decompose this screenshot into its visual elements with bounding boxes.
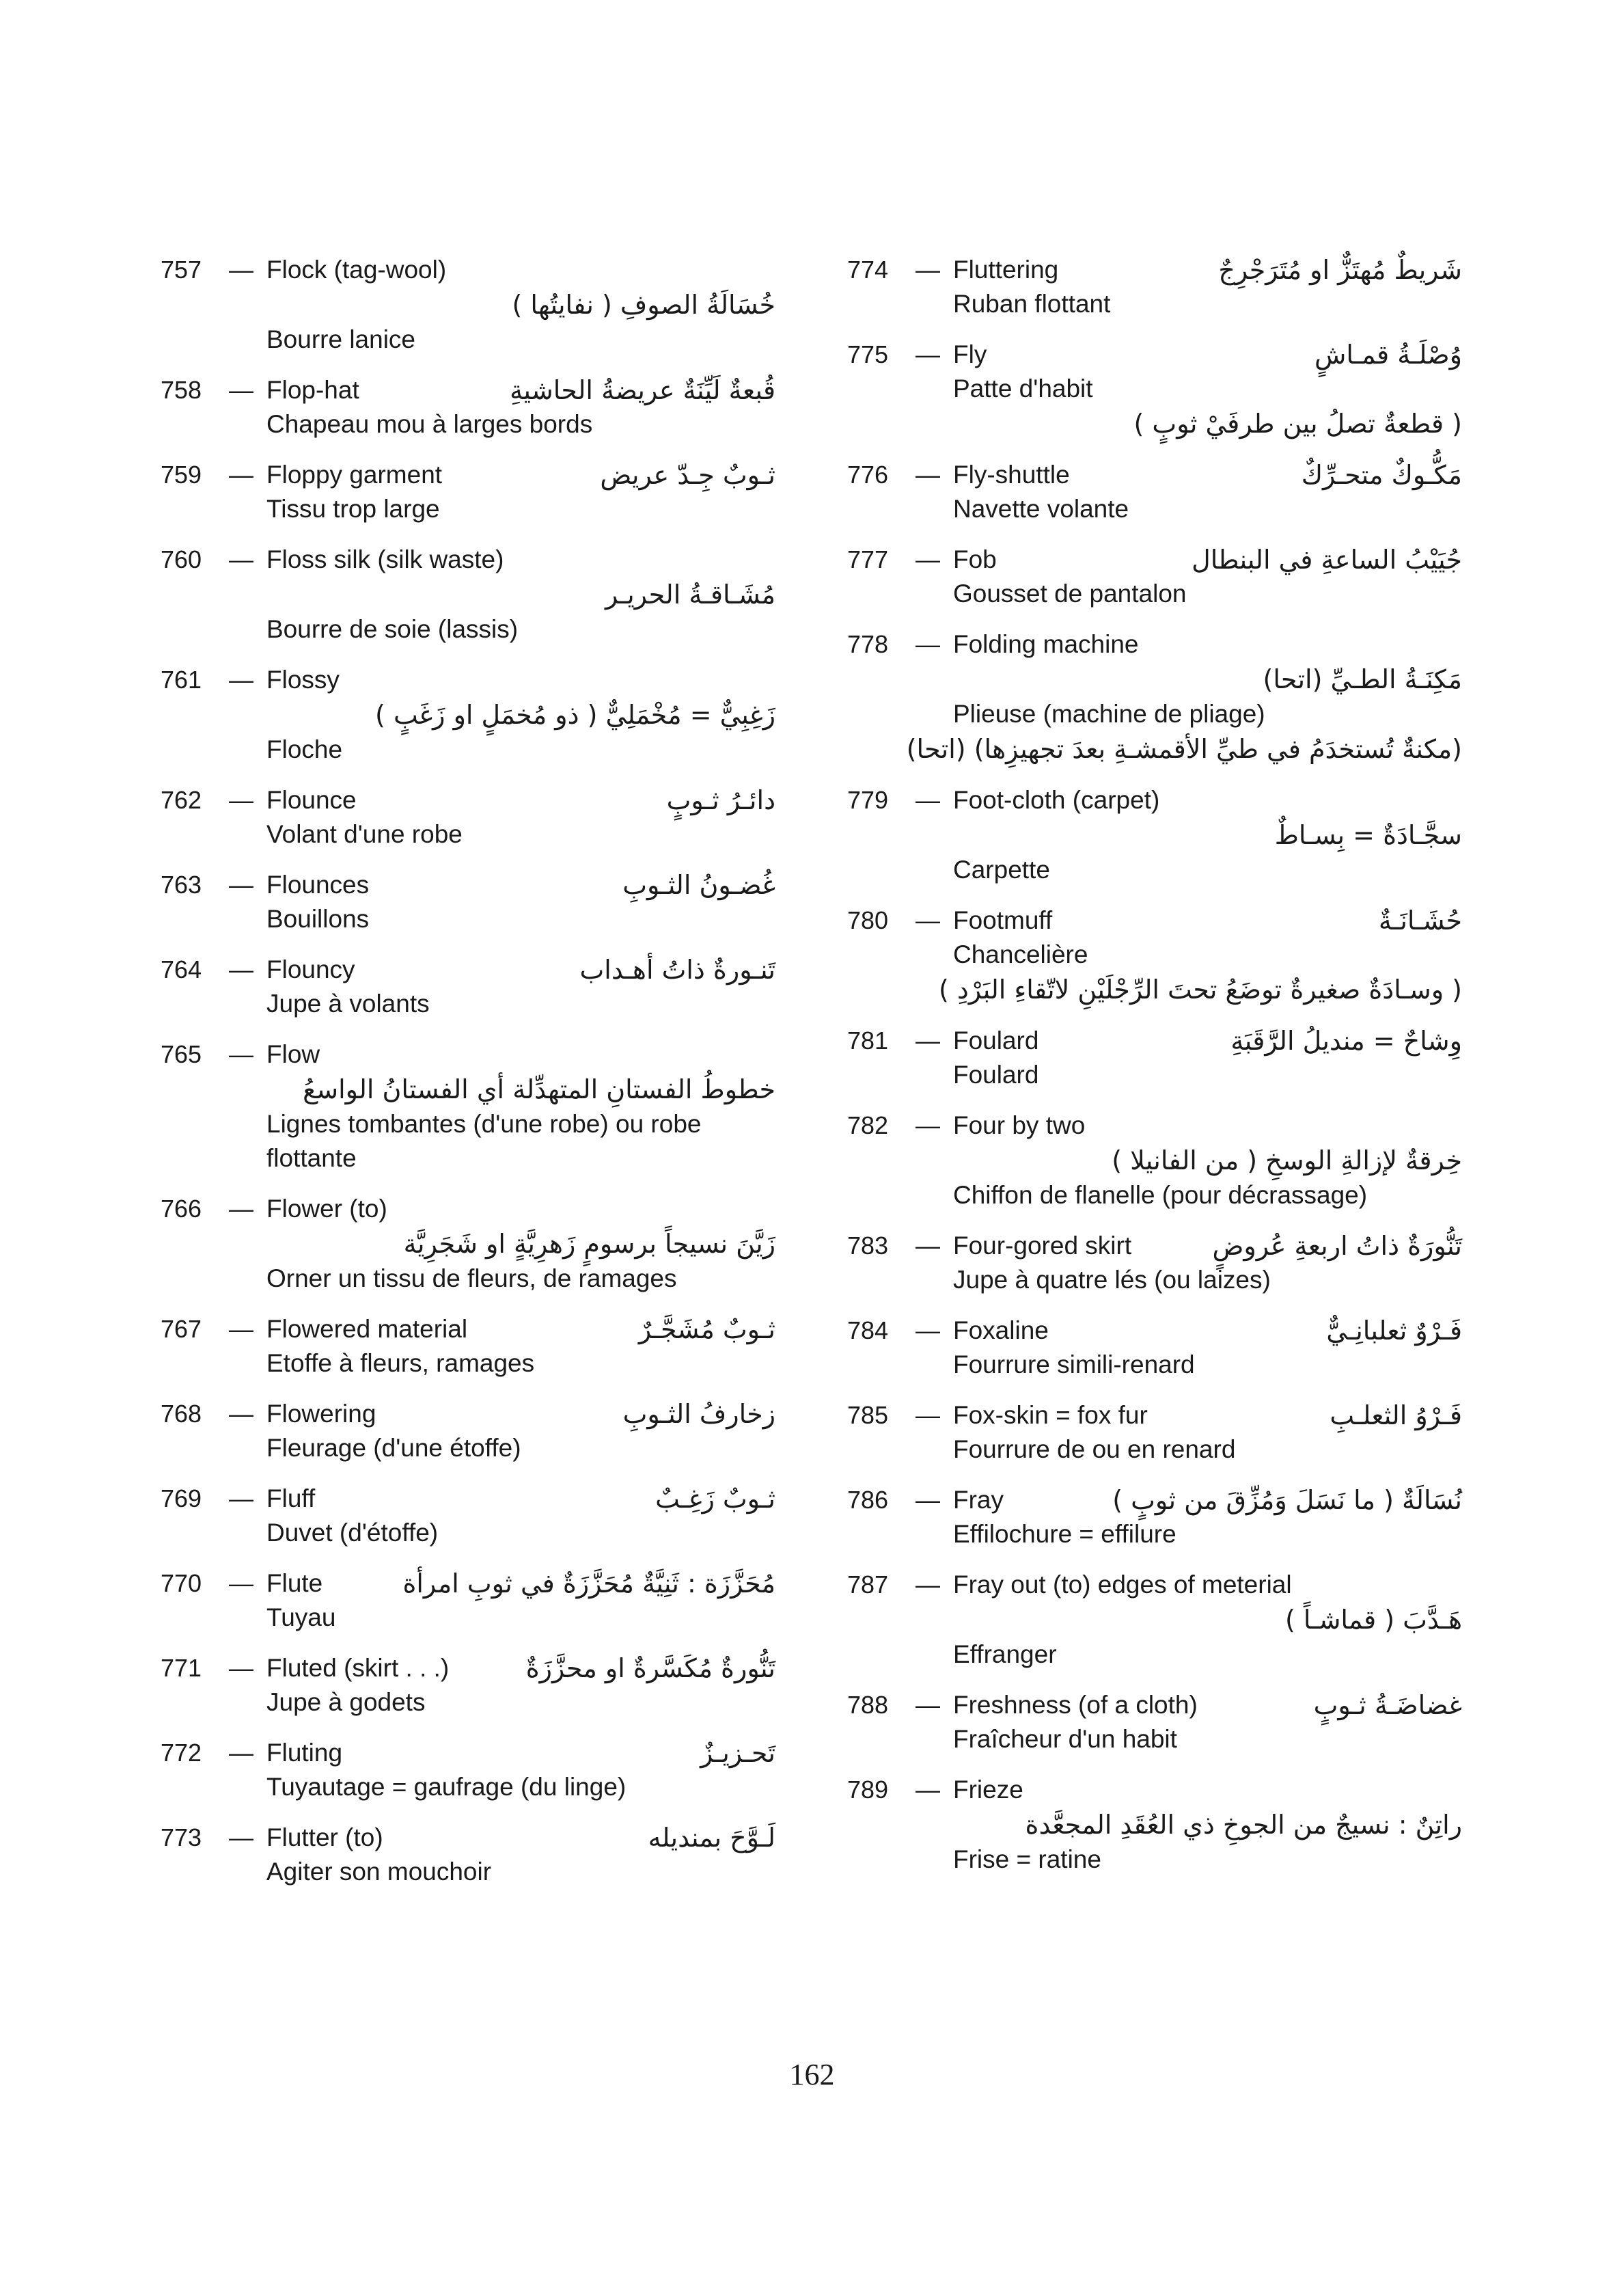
dictionary-entry [847,627,1462,767]
left-column [161,253,775,1905]
english-term: Flounces [266,871,370,899]
entry-head [847,1229,1462,1263]
entry-dash: — [916,545,940,573]
entry-number: 767 [161,1315,202,1343]
entry-head [161,1037,775,1072]
english-term: Fly [953,340,987,368]
entry-dash: — [916,1401,940,1429]
entry-head [847,338,1462,372]
entry-head [161,1651,775,1685]
arabic-definition: زَيَّنَ نسيجاً برسومٍ زَهرِيَّةٍ او شَجَرِيَّة [403,1229,775,1259]
arabic-term: لَـوَّحَ بمنديله [648,1823,775,1853]
entry-dash: — [229,1739,253,1767]
english-term: Four-gored skirt [953,1232,1132,1260]
english-term: Flowering [266,1400,376,1428]
english-term: Flounce [266,786,357,814]
dictionary-entry [847,1398,1462,1467]
entry-number: 777 [847,545,889,573]
entry-dash: — [229,1654,253,1682]
english-term: Floss silk (silk waste) [266,545,504,573]
page-number: 162 [789,2058,835,2091]
arabic-term: تَنُّورَةٌ ذاتُ اربعةِ عُروضٍ [1212,1231,1462,1261]
entry-dash: — [229,955,253,983]
english-term: Foulard [953,1027,1039,1055]
entry-number: 786 [847,1486,889,1514]
entry-head [161,1821,775,1855]
arabic-definition: هَـدَّبَ ( قماشـاً ) [1284,1605,1462,1635]
entry-head [847,458,1462,492]
arabic-term: تَحـزيـزٌ [700,1738,775,1768]
french-term: Lignes tombantes (d'une robe) ou robe [266,1110,702,1138]
entry-number: 757 [161,256,202,284]
dictionary-entry [847,1688,1462,1756]
english-term: Folding machine [953,630,1139,658]
french-term: Plieuse (machine de pliage) [953,700,1265,728]
arabic-definition: خطوطُ الفستانِ المتهدِّلة أي الفستانُ الواسعُ [303,1074,775,1104]
entry-number: 778 [847,630,889,658]
entry-dash: — [916,1486,940,1514]
french-term: Fourrure simili-renard [953,1350,1195,1378]
entry-head [847,1109,1462,1143]
arabic-definition: راتِنٌ : نسيجٌ من الجوخِ ذي العُقَدِ المجعَّدة [1025,1810,1462,1840]
dictionary-entry [847,1314,1462,1382]
dictionary-entry [847,543,1462,611]
english-term: Fluttering [953,256,1059,284]
entry-dash: — [916,906,940,934]
english-term: Foot-cloth (carpet) [953,786,1160,814]
french-term: Chapeau mou à larges bords [266,410,593,438]
entry-head [161,1312,775,1346]
entry-head [847,1688,1462,1722]
entry-head [161,1736,775,1770]
french-term: Foulard [953,1061,1039,1089]
dictionary-entry [847,1773,1462,1877]
english-term: Footmuff [953,906,1053,934]
french-term: Fraîcheur d'un habit [953,1725,1177,1753]
arabic-term: دائـرُ ثـوبٍ [666,785,775,815]
entry-number: 779 [847,786,889,814]
entry-head [161,373,775,407]
french-term: Chancelière [953,940,1088,968]
dictionary-entry [161,783,775,852]
dictionary-entry [847,338,1462,441]
entry-head [847,627,1462,662]
arabic-term: مَكُّـوكٌ متحـرِّكٌ [1301,460,1462,490]
arabic-definition: زَغِبِيٌّ = مُخْمَلِيٌّ ( ذو مُخمَلٍ او زَغَبٍ ) [375,700,775,730]
french-term: Bouillons [266,905,370,933]
french-term: Fourrure de ou en renard [953,1435,1236,1463]
dictionary-entry [847,903,1462,1007]
arabic-term: تَنُّورةٌ مُكَسَّرةٌ او محزَّزَةٌ [525,1653,775,1683]
entry-head [847,1024,1462,1058]
entry-number: 787 [847,1571,889,1599]
entry-head [161,663,775,697]
entry-head [161,253,775,287]
entry-dash: — [916,1111,940,1139]
french-term: Effilochure = effilure [953,1520,1176,1548]
english-term: Foxaline [953,1316,1049,1344]
dictionary-entry [161,253,775,357]
entry-head [847,1483,1462,1517]
english-term: Fluff [266,1484,316,1512]
french-term: Gousset de pantalon [953,580,1187,608]
dictionary-entry [847,253,1462,321]
french-term: Carpette [953,856,1050,884]
entry-dash: — [916,1316,940,1344]
entry-dash: — [916,256,940,284]
arabic-definition: خُسَالَةُ الصوفِ ( نفايتُها ) [512,290,775,320]
dictionary-entry [161,1736,775,1804]
entry-head [847,1398,1462,1432]
french-term: Etoffe à fleurs, ramages [266,1349,535,1377]
entry-dash: — [229,1484,253,1512]
entry-head [161,1482,775,1516]
entry-number: 758 [161,376,202,404]
entry-number: 773 [161,1823,202,1851]
french-term: Effranger [953,1640,1057,1668]
arabic-term: ثـوبٌ زَغِـبٌ [655,1484,775,1514]
arabic-term: زخارفُ الثـوبِ [622,1399,775,1429]
arabic-term: جُيَيْبُ الساعةِ في البنطال [1192,545,1462,575]
entry-head [161,783,775,817]
entry-head [161,458,775,492]
entry-dash: — [916,461,940,489]
arabic-term: حُشَـانَـةٌ [1378,906,1462,936]
entry-number: 763 [161,871,202,899]
french-term: Floche [266,735,343,763]
arabic-term: قُبعةٌ لَيِّنَةٌ عريضةُ الحاشيةِ [510,375,775,405]
arabic-term: ثـوبٌ مُشَجَّـرٌ [638,1314,775,1344]
dictionary-entry [161,1566,775,1635]
english-term: Flock (tag-wool) [266,256,447,284]
arabic-term: وِشاحٌ = منديلُ الرَّقَبَةِ [1230,1026,1462,1056]
entry-dash: — [229,1823,253,1851]
arabic-term: غضاضَـةُ ثـوبٍ [1313,1690,1462,1720]
english-term: Flouncy [266,955,355,983]
entry-dash: — [229,786,253,814]
entry-dash: — [916,1027,940,1055]
dictionary-entry [161,458,775,526]
entry-number: 762 [161,786,202,814]
entry-dash: — [229,1040,253,1068]
dictionary-entry [161,1397,775,1465]
dictionary-entry [847,1229,1462,1297]
entry-dash: — [229,1569,253,1597]
english-term: Freshness (of a cloth) [953,1691,1198,1719]
dictionary-entry [847,1568,1462,1672]
dictionary-entry [161,1821,775,1889]
arabic-note: ( وسـادَةٌ صغيرةٌ توضَعُ تحتَ الرِّجْلَيْنِ لاتّقاءِ البَرْدِ ) [938,975,1462,1005]
french-term: Orner un tissu de fleurs, de ramages [266,1264,677,1292]
entry-number: 782 [847,1111,889,1139]
english-term: Fly-shuttle [953,461,1070,489]
entry-dash: — [229,461,253,489]
entry-number: 775 [847,340,889,368]
entry-head [847,253,1462,287]
french-term: Frise = ratine [953,1845,1101,1873]
dictionary-entry [161,663,775,767]
dictionary-entry [161,1037,775,1175]
entry-number: 764 [161,955,202,983]
arabic-definition: مَكِنَـةُ الطـيِّ (اتحا) [1263,664,1462,694]
entry-number: 788 [847,1691,889,1719]
dictionary-entry [847,1483,1462,1551]
english-term: Flop-hat [266,376,359,404]
entry-head [161,953,775,987]
arabic-note: (مكنةٌ تُستخدَمُ في طيِّ الأقمشـةِ بعدَ تجهيزِها) (اتحا) [906,734,1462,764]
dictionary-entry [847,783,1462,887]
entry-number: 769 [161,1484,202,1512]
french-term: Patte d'habit [953,375,1093,403]
english-term: Frieze [953,1776,1023,1804]
dictionary-entry [847,1024,1462,1092]
dictionary-entry [161,1482,775,1550]
entry-head [161,543,775,577]
arabic-term: ثـوبٌ جِـدّ عريض [600,460,775,490]
french-term: Bourre de soie (lassis) [266,615,519,643]
entry-dash: — [916,630,940,658]
entry-dash: — [916,1571,940,1599]
entry-head [161,1566,775,1601]
french-term: Chiffon de flanelle (pour décrassage) [953,1181,1368,1209]
entry-head [847,1314,1462,1348]
arabic-term: تَنـورةٌ ذاتُ أهـداب [579,955,775,985]
entry-number: 761 [161,666,202,694]
entry-dash: — [916,1776,940,1804]
english-term: Flow [266,1040,320,1068]
arabic-term: شَريطٌ مُهتَزٌّ او مُتَرَجْرِجٌ [1218,255,1462,285]
entry-number: 780 [847,906,889,934]
entry-number: 759 [161,461,202,489]
dictionary-entry [161,868,775,936]
entry-head [847,903,1462,938]
english-term: Fray out (to) edges of meterial [953,1571,1292,1599]
entry-number: 768 [161,1400,202,1428]
entry-number: 781 [847,1027,889,1055]
english-term: Four by two [953,1111,1086,1139]
english-term: Fox-skin = fox fur [953,1401,1148,1429]
entry-dash: — [229,1195,253,1223]
entry-head [847,1773,1462,1807]
entry-number: 776 [847,461,889,489]
entry-head [161,1397,775,1431]
french-term: Agiter son mouchoir [266,1858,492,1886]
english-term: Flute [266,1569,323,1597]
entry-number: 774 [847,256,889,284]
entry-dash: — [916,786,940,814]
entry-dash: — [916,1232,940,1260]
english-term: Flower (to) [266,1195,387,1223]
dictionary-entry [161,1312,775,1381]
arabic-definition: مُشَـاقـةُ الحريـر [605,580,775,610]
entry-head [847,783,1462,817]
dictionary-entry [161,1192,775,1296]
entry-head [847,1568,1462,1602]
arabic-term: نُسَالَةٌ ( ما نَسَلَ وَمُزِّقَ من ثوبٍ ) [1112,1485,1462,1515]
entry-head [847,543,1462,577]
english-term: Fluting [266,1739,343,1767]
entry-dash: — [229,1315,253,1343]
entry-number: 772 [161,1739,202,1767]
entry-number: 785 [847,1401,889,1429]
english-term: Flossy [266,666,340,694]
french-term: Fleurage (d'une étoffe) [266,1434,521,1462]
entry-head [161,868,775,902]
arabic-term: غُضـونُ الثـوبِ [622,870,775,900]
dictionary-entry [161,953,775,1021]
french-term: Navette volante [953,495,1129,523]
entry-number: 770 [161,1569,202,1597]
english-term: Floppy garment [266,461,443,489]
dictionary-entry [847,1109,1462,1212]
entry-number: 771 [161,1654,202,1682]
english-term: Flutter (to) [266,1823,383,1851]
entry-dash: — [229,256,253,284]
arabic-term: مُحَزَّزَة : ثَنِيَّةٌ مُحَزَّزَةٌ في ثوبِ امرأة [402,1568,775,1599]
entry-number: 789 [847,1776,889,1804]
entry-number: 760 [161,545,202,573]
english-term: Fob [953,545,997,573]
french-term: Jupe à godets [266,1688,426,1716]
arabic-definition: سجَّـادَةٌ = بِسـاطٌ [1274,820,1462,850]
french-term: Volant d'une robe [266,820,463,848]
arabic-term: فَـرْوُ الثعلـبِ [1330,1400,1462,1430]
arabic-definition: ( قطعةٌ تصلُ بين طرفَيْ ثوبٍ ) [1133,409,1462,439]
entry-number: 765 [161,1040,202,1068]
french-term: Jupe à volants [266,990,430,1018]
right-column [847,253,1462,1893]
french-term: Bourre lanice [266,325,416,353]
entry-dash: — [916,340,940,368]
french-term: Tuyautage = gaufrage (du linge) [266,1773,627,1801]
french-term-continued: flottante [266,1144,357,1172]
entry-dash: — [229,1400,253,1428]
entry-dash: — [229,376,253,404]
english-term: Fray [953,1486,1004,1514]
entry-dash: — [916,1691,940,1719]
arabic-term: فَـرْوٌ ثعلبانِـيٌّ [1326,1316,1462,1346]
entry-number: 784 [847,1316,889,1344]
english-term: Flowered material [266,1315,468,1343]
entry-dash: — [229,545,253,573]
french-term: Tuyau [266,1603,336,1631]
arabic-definition: خِرقةٌ لإزالةِ الوسخِ ( من الفانيلا ) [1112,1145,1462,1175]
french-term: Jupe à quatre lés (ou laizes) [953,1266,1271,1294]
entry-dash: — [229,666,253,694]
french-term: Duvet (d'étoffe) [266,1519,439,1547]
entry-dash: — [229,871,253,899]
entry-number: 783 [847,1232,889,1260]
dictionary-entry [161,543,775,647]
dictionary-entry [161,373,775,441]
french-term: Ruban flottant [953,290,1111,318]
french-term: Tissu trop large [266,495,440,523]
entry-number: 766 [161,1195,202,1223]
english-term: Fluted (skirt . . .) [266,1654,450,1682]
dictionary-entry [161,1651,775,1719]
arabic-term: وُصْلَـةُ قمـاشٍ [1314,340,1462,370]
dictionary-entry [847,458,1462,526]
entry-head [161,1192,775,1226]
